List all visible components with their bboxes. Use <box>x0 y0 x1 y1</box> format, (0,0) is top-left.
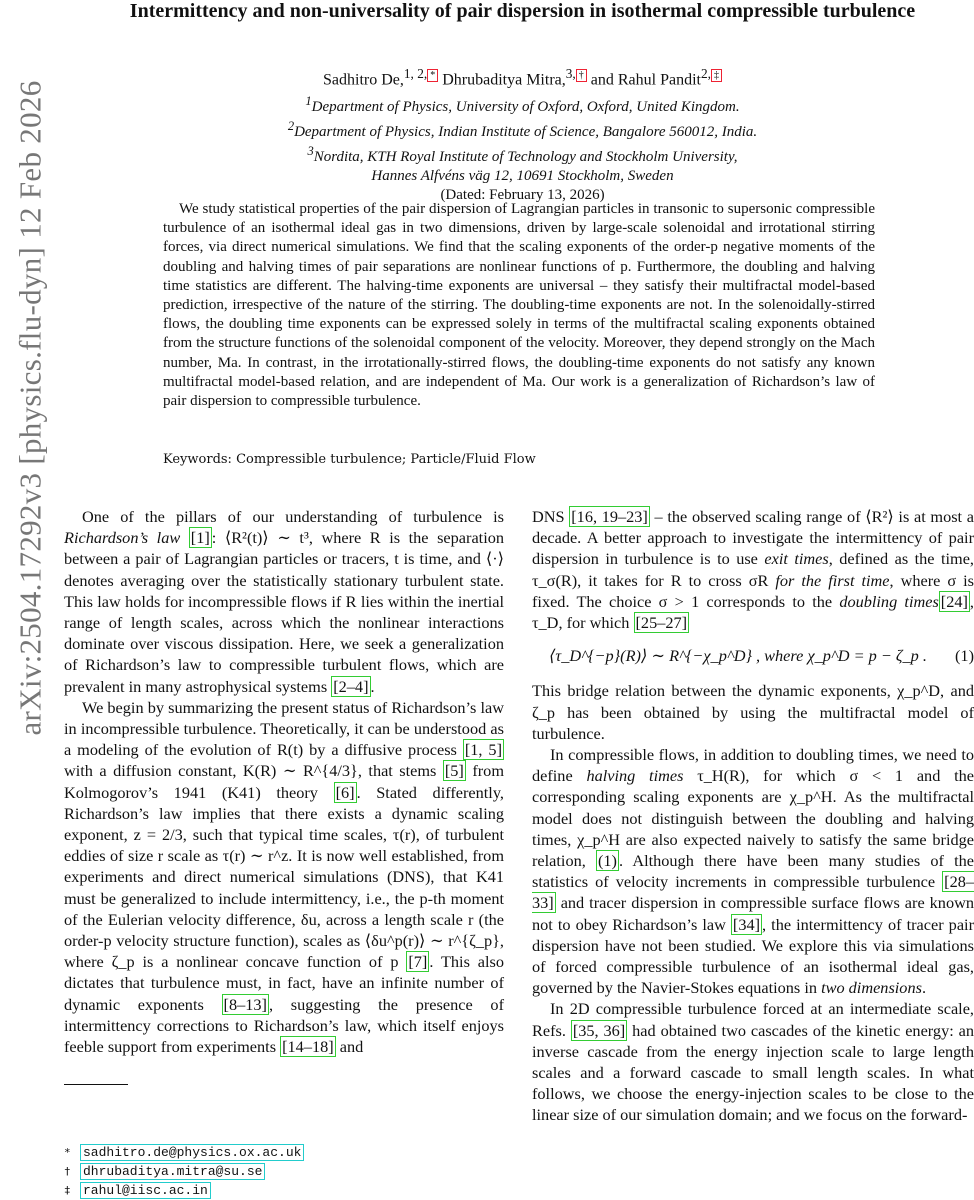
author-affil-sup: 3, <box>565 66 576 81</box>
citation-link[interactable]: [14–18] <box>282 1037 334 1057</box>
footnote-rule <box>64 1084 128 1085</box>
citation-link[interactable]: [28–33] <box>532 872 974 913</box>
author-name: Sadhitro De, <box>323 71 404 89</box>
citation-link[interactable]: [1, 5] <box>464 740 502 760</box>
text: , the intermittency of tracer pair dispersion have not been studied. We explore this via simulations of forced compressible turbulence of an isothermal ideal gas, governed by the Navier-Stokes equations in <box>532 914 974 998</box>
arxiv-stamp: arXiv:2504.17292v3 [physics.flu-dyn] 12 Feb 2026 <box>12 80 48 736</box>
text: , suggesting the presence of intermittency corrections to Richardson’s law, which itself enjoys feeble support from experiments <box>64 994 504 1057</box>
abstract-text: We study statistical properties of the pair dispersion of Lagrangian particles in transonic to supersonic compressible turbulence of an isothermal ideal gas in two dimensions, driven by large-scale solenoidal and irrotational stirring forces, via direct numerical simulations. We find that the scaling exponents of the order-p negative moments of the doubling and halving times of pair separations are nonlinear functions of p. Furthermore, the doubling and halving time statistics are different. The halving-time exponents are universal – they satisfy their multifractal model-based prediction, irrespective of the nature of the stirring. The doubling-time exponents are not. In the solenoidally-stirred flows, the doubling time exponents can be expressed solely in terms of the multifractal scaling exponents obtained from the structure functions of the solenoidal component of the velocity. Moreover, they depend strongly on the Mach number, Ma. In contrast, in the irrotationally-stirred flows, the doubling-time exponents do not satisfy any known multifractal model-based relation, and are independent of Ma. Our work is a generalization of Richardson’s law of pair dispersion to compressible turbulence. <box>163 201 875 410</box>
citation-link[interactable]: [34] <box>732 914 761 934</box>
dated: (Dated: February 13, 2026) <box>440 187 605 203</box>
author-name: Dhrubaditya Mitra, <box>442 71 566 89</box>
affiliation <box>85 92 960 117</box>
affiliation <box>85 142 960 167</box>
affiliation <box>85 117 960 142</box>
text: One of the pillars of our understanding of turbulence is <box>82 507 504 526</box>
equation-number: (1) <box>955 646 974 666</box>
email-link[interactable]: sadhitro.de@physics.ox.ac.uk <box>80 1144 304 1161</box>
paragraph: This bridge relation between the dynamic exponents, χ_p^D, and ζ_p has been obtained by using the multifractal model of turbulence. <box>532 681 974 743</box>
text: . Stated differently, Richardson’s law implies that there exists a dynamic scaling exponent, z = 2/3, such that typical time scales, τ(r), of turbulent eddies of size r scale as τ(r) ∼ r^z. It is now well established, from experiments and direct numerical simulations (DNS), that K41 must be generalized to include intermittency, i.e., the p-th moment of the Eulerian velocity difference, δu, across a length scale r (the order-p velocity structure function), scales as ⟨δu^p(r)⟩ ∼ r^{ζ_p}, where ζ_p is a nonlinear concave function of p <box>64 782 504 972</box>
citation-link[interactable]: [24] <box>940 591 968 611</box>
citation-link[interactable]: [7] <box>408 952 428 972</box>
affil-sup: 2 <box>287 119 295 133</box>
footnote-mark: ‡ <box>64 1184 71 1197</box>
citation-link[interactable]: [1] <box>190 528 210 548</box>
footnote-link[interactable]: ‡ <box>711 69 722 82</box>
left-column <box>64 506 504 1057</box>
text: and <box>339 1037 364 1057</box>
text: – the observed scaling range of ⟨R²⟩ is at most a decade. A better approach to investigate the intermittency of pair dispersion in turbulence is to use <box>532 507 974 569</box>
text: Richardson’s law <box>64 528 181 548</box>
author-affil-sup: 1, 2, <box>403 66 428 81</box>
footnote-mark: † <box>64 1165 71 1178</box>
arxiv-stamp-wrapper <box>0 80 60 736</box>
footnote-mark: * <box>64 1146 71 1159</box>
footnote-link[interactable]: * <box>427 69 438 82</box>
affil-text: Nordita, KTH Royal Institute of Technology and Stockholm University, <box>313 149 738 165</box>
citation-link[interactable]: [8–13] <box>223 994 267 1014</box>
paper-title: Intermittency and non-universality of pair dispersion in isothermal compressible turbulence <box>129 0 916 22</box>
affil-text: Department of Physics, University of Oxford, Oxford, United Kingdom. <box>311 99 740 115</box>
text: τ_H(R), for which σ < 1 and the corresponding scaling exponents are χ_p^H. As the multifractal model does not distinguish between the doubling and halving times, χ_p^H are also expected naively to satisfy the same bridge relation, <box>532 766 974 871</box>
text: . This also dictates that turbulence must, in fact, have an infinite number of dynamic exponents <box>64 952 505 1014</box>
text: , defined as the time, τ_σ(R), it takes for R to cross σR <box>532 549 974 590</box>
email-link[interactable]: rahul@iisc.ac.in <box>80 1182 211 1199</box>
footnotes <box>64 1143 304 1200</box>
affiliations <box>85 92 960 205</box>
text: two dimensions <box>821 978 922 998</box>
text: : ⟨R²(t)⟩ ∼ t³, where R is the separation between a pair of Lagrangian particles or tracers, t is time, and ⟨·⟩ denotes averaging over the statistically stationary turbulent state. This law holds for incompressible flows if R lies within the inertial range of length scales, across which the nonlinear interactions dominate over viscous dissipation. Here, we seek a generalization of Richardson’s law to compressible turbulent flows, which are prevalent in many astrophysical systems <box>64 528 504 696</box>
text: had obtained two cascades of the kinetic energy: an inverse cascade from the energy injection scale to large length scales and a forward cascade to small length scales. In what follows, we choose the energy-injection scales to be close to the linear size of our simulation domain; and we focus on the forward- <box>532 1020 974 1125</box>
equation-expression: ⟨τ_D^{−p}(R)⟩ ∼ R^{−χ_p^D} , where χ_p^D = p − ζ_p . <box>549 646 927 666</box>
author-affil-sup: 2, <box>700 66 711 81</box>
citation-link[interactable]: [16, 19–23] <box>571 507 648 526</box>
equation-link[interactable]: (1) <box>597 851 617 871</box>
text: , τ_D, for which <box>532 591 974 633</box>
affil-text: Hannes Alfvéns väg 12, 10691 Stockholm, Sweden <box>371 168 674 184</box>
email-link[interactable]: dhrubaditya.mitra@su.se <box>80 1163 265 1180</box>
text: In 2D compressible turbulence forced at an intermediate scale, Refs. <box>532 999 974 1040</box>
text: In compressible flows, in addition to doubling times, we need to define <box>532 745 974 786</box>
text: . Although there have been many studies of the statistics of velocity increments in compressible turbulence <box>532 851 974 892</box>
text: exit times <box>764 549 829 569</box>
paragraph <box>532 744 974 998</box>
affiliation <box>85 167 960 186</box>
paragraph: One of the pillars of our understanding of turbulence is Richardson’s law [1] : ⟨R²(t)⟩ ∼ t³, where R is the separation between a pair of Lagrangian particles or tracers, t is time, and ⟨·⟩ denotes averaging over the statistically stationary turbulent state. This law holds for incompressible flows if R lies within the inertial range of length scales, across which the nonlinear interactions dominate over viscous dissipation. Here, we seek a generalization of Richardson’s law to compressible turbulent flows, which are prevalent in many astrophysical systems [2–4] . <box>64 507 504 696</box>
text: with a diffusion constant, K(R) ∼ R^{4/3}, that stems <box>64 761 437 781</box>
equation-1 <box>532 645 974 666</box>
affil-sup: 3 <box>307 144 314 158</box>
keywords: Keywords: Compressible turbulence; Particle/Fluid Flow <box>163 452 536 467</box>
text: from Kolmogorov’s 1941 (K41) theory <box>64 761 504 802</box>
text: We begin by summarizing the present status of Richardson’s law in incompressible turbulence. Theoretically, it can be understood as a modeling of the evolution of R(t) by a diffusive process <box>64 697 504 760</box>
text: halving times <box>586 766 684 786</box>
abstract <box>163 200 875 411</box>
footnote-link[interactable]: † <box>576 69 587 82</box>
text: . <box>921 978 927 998</box>
paragraph <box>532 506 974 633</box>
citation-link[interactable]: [35, 36] <box>572 1020 626 1040</box>
text: , where σ is fixed. The choice σ > 1 corresponds to the <box>532 570 974 611</box>
right-column <box>532 506 974 1126</box>
affil-sup: 1 <box>305 94 312 108</box>
author-list <box>85 66 960 89</box>
paragraph <box>532 998 974 1125</box>
footnote <box>64 1143 304 1162</box>
text: doubling times <box>839 591 939 611</box>
footnote <box>64 1181 304 1200</box>
paragraph <box>64 697 504 1057</box>
author-name: and Rahul Pandit <box>590 71 701 89</box>
citation-link[interactable]: [6] <box>335 782 355 802</box>
citation-link[interactable]: [25–27] <box>635 613 688 633</box>
text: and tracer dispersion in compressible surface flows are known not to obey Richardson’s law <box>532 893 974 934</box>
citation-link[interactable]: [2–4] <box>333 676 369 696</box>
citation-link[interactable]: [5] <box>444 761 464 781</box>
text: for the first time <box>775 570 890 590</box>
footnote <box>64 1162 304 1181</box>
affil-text: Department of Physics, Indian Institute of Science, Bangalore 560012, India. <box>294 124 758 140</box>
text: DNS <box>532 507 565 526</box>
